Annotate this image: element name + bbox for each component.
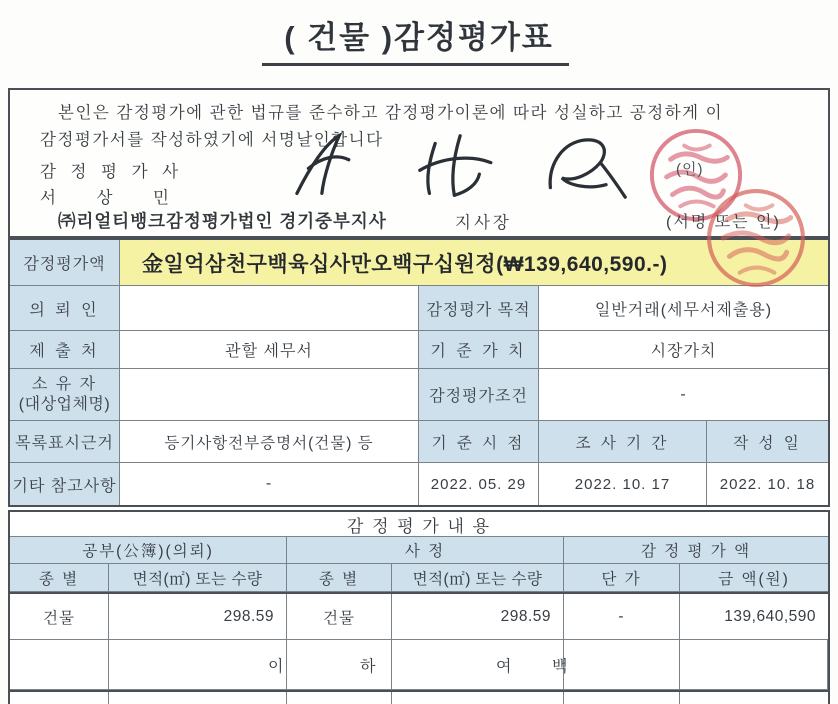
basis-value: 시장가치 <box>539 331 828 368</box>
base-date-value: 2022. 05. 29 <box>419 463 539 505</box>
blank-cell <box>287 692 392 704</box>
col-header-area1: 면적(㎡) 또는 수량 <box>109 564 287 591</box>
row-amount: 139,640,590 <box>680 594 828 639</box>
branch-seal-icon <box>705 186 807 290</box>
signature-icon <box>268 130 658 202</box>
client-label: 의 뢰 인 <box>10 286 120 330</box>
row-list-basis <box>10 421 828 463</box>
condition-label: 감정평가조건 <box>419 369 539 420</box>
page-title: ( 건물 )감정평가표 <box>284 20 554 55</box>
row-unit-price: - <box>564 594 680 639</box>
etc-note-label: 기타 참고사항 <box>10 463 120 505</box>
col-header-type2: 종 별 <box>287 564 392 591</box>
condition-value: - <box>539 369 828 420</box>
appraiser-role-label: 감 정 평 가 사 <box>40 163 184 181</box>
blank-note-char: 백 <box>552 658 568 675</box>
col-header-amount: 금 액(원) <box>680 564 828 591</box>
col-header-type1: 종 별 <box>10 564 109 591</box>
owner-label-line1: 소 유 자 <box>31 375 98 393</box>
col-header-unit-price: 단 가 <box>564 564 680 591</box>
row-section-title <box>10 512 828 537</box>
survey-period-value: 2022. 10. 17 <box>539 463 707 505</box>
list-basis-value: 등기사항전부증명서(건물) 등 <box>120 421 419 462</box>
base-date-header: 기 준 시 점 <box>419 421 539 462</box>
blank-cell <box>680 640 828 689</box>
declaration-line-1: 본인은 감정평가에 관한 법규를 준수하고 감정평가이론에 따라 성실하고 공정하게 이 <box>58 104 724 122</box>
row-type1: 건물 <box>10 594 109 639</box>
contents-table <box>8 510 830 704</box>
blank-cell <box>392 640 564 689</box>
owner-label <box>10 369 120 420</box>
blank-cell <box>392 692 564 704</box>
seal-mark-label: (인) <box>676 161 704 178</box>
group-appraised-header: 감 정 평 가 액 <box>564 537 828 563</box>
company-name: ㈜리얼티뱅크감정평가법인 경기중부지사 <box>58 211 387 231</box>
written-date-value: 2022. 10. 18 <box>707 463 828 505</box>
submit-value: 관할 세무서 <box>120 331 419 368</box>
row-submit <box>10 331 828 369</box>
row-group-headers <box>10 537 828 564</box>
company-title: 지사장 <box>455 214 512 232</box>
group-public-header: 공부(公簿)(의뢰) <box>10 537 287 563</box>
appraised-value: 金일억삼천구백육십사만오백구십원정(₩139,640,590.-) <box>120 240 828 285</box>
row-col-headers <box>10 564 828 592</box>
appraised-value-label: 감정평가액 <box>10 240 120 285</box>
survey-period-header: 조 사 기 간 <box>539 421 707 462</box>
blank-cell <box>10 692 109 704</box>
row-client <box>10 286 828 331</box>
written-date-header: 작 성 일 <box>707 421 828 462</box>
col-header-area2: 면적(㎡) 또는 수량 <box>392 564 564 591</box>
blank-cell <box>109 692 287 704</box>
sign-or-seal-note: (서명 또는 인) <box>666 214 781 231</box>
row-area2: 298.59 <box>392 594 564 639</box>
list-basis-label: 목록표시근거 <box>10 421 120 462</box>
row-area1: 298.59 <box>109 594 287 639</box>
blank-note-char: 이 <box>268 658 284 675</box>
owner-value <box>120 369 419 420</box>
group-adjusted-header: 사 정 <box>287 537 564 563</box>
etc-note-value: - <box>120 463 419 505</box>
blank-cell <box>287 640 392 689</box>
blank-note-char: 하 <box>360 658 376 675</box>
title-underline <box>262 63 569 66</box>
blank-cell <box>10 640 109 689</box>
purpose-label: 감정평가 목적 <box>419 286 539 330</box>
declaration-line-2: 감정평가서를 작성하였기에 서명날인합니다 <box>40 131 384 149</box>
table-row <box>10 592 828 640</box>
row-type2: 건물 <box>287 594 392 639</box>
purpose-value: 일반거래(세무서제출용) <box>539 286 828 330</box>
client-value <box>120 286 419 330</box>
row-remainder-blank <box>10 640 828 690</box>
blank-cell <box>564 640 680 689</box>
basis-label: 기 준 가 치 <box>419 331 539 368</box>
row-etc-note <box>10 463 828 505</box>
submit-label: 제 출 처 <box>10 331 120 368</box>
content-section-title: 감 정 평 가 내 용 <box>10 512 828 536</box>
blank-cell <box>109 640 287 689</box>
row-cutoff <box>10 690 828 704</box>
row-owner <box>10 369 828 421</box>
owner-label-line2: (대상업체명) <box>18 395 111 413</box>
appraiser-name: 서 상 민 <box>40 189 187 207</box>
blank-cell <box>680 692 828 704</box>
blank-note-char: 여 <box>496 658 512 675</box>
blank-cell <box>564 692 680 704</box>
